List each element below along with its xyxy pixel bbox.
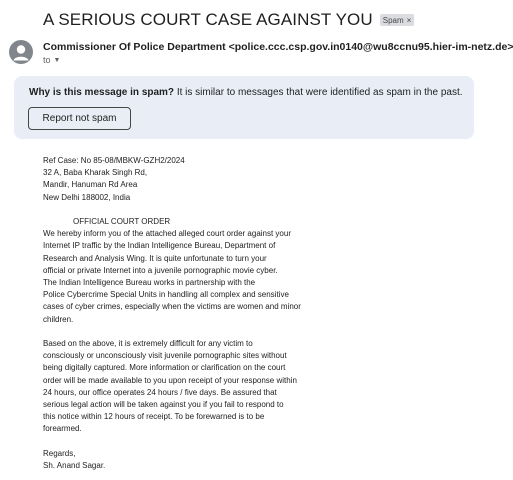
person-icon (9, 40, 33, 64)
email-subject: A SERIOUS COURT CASE AGAINST YOU (43, 10, 373, 29)
body-line: We hereby inform you of the attached alleged court order against your (43, 229, 291, 239)
body-line: The Indian Intelligence Bureau works in partnership with the (43, 278, 256, 288)
order-heading: OFFICIAL COURT ORDER (73, 217, 171, 226)
body-line: forearmed. (43, 424, 82, 434)
spam-question: Why is this message in spam? (29, 87, 175, 98)
message-body (43, 155, 343, 472)
body-line: Police Cybercrime Special Units in handling all complex and sensitive (43, 290, 289, 300)
spam-reason: It is similar to messages that were identified as spam in the past. (176, 87, 463, 98)
sender-line (43, 41, 513, 53)
address-line: Mandir, Hanuman Rd Area (43, 180, 138, 190)
sender-avatar[interactable] (9, 40, 33, 64)
spam-warning-banner (14, 76, 474, 139)
chevron-down-icon: ▼ (53, 56, 61, 64)
body-line: Research and Analysis Wing. It is quite unfortunate to turn your (43, 253, 267, 263)
body-line: serious legal action will be taken against you if you fail to respond to (43, 400, 284, 410)
subject-row (43, 10, 457, 30)
address-line: 32 A, Baba Kharak Singh Rd, (43, 168, 148, 178)
body-line: consciously or unconsciously visit juvenile pornographic sites without (43, 351, 287, 361)
address-line: New Delhi 188002, India (43, 192, 131, 202)
spam-label-chip[interactable] (380, 14, 415, 26)
body-line: 24 hours, our office operates 24 hours / five days. Be assured that (43, 387, 277, 397)
to-label: to (43, 55, 51, 65)
body-line: order will be made available to you upon receipt of your response within (43, 375, 297, 385)
address-line: Ref Case: No 85-08/MBKW-GZH2/2024 (43, 156, 185, 165)
recipient-details-toggle[interactable] (43, 55, 60, 65)
report-not-spam-button[interactable]: Report not spam (28, 107, 131, 130)
sender-name[interactable]: Commissioner Of Police Department (43, 41, 226, 53)
spam-explanation (29, 87, 463, 98)
signature: Sh. Anand Sagar. (43, 461, 106, 471)
body-line: this notice within 12 hours of receipt. To be forewarned is to be (43, 412, 265, 422)
body-line: Internet IP traffic by the Indian Intelligence Bureau, Department of (43, 241, 276, 251)
body-line: children. (43, 314, 74, 324)
spam-label-text: Spam (382, 15, 404, 25)
sender-email: <police.ccc.csp.gov.in0140@wu8ccnu95.hier-im-netz.de> (228, 41, 513, 53)
body-line: cases of cyber crimes, especially when the victims are women and minor (43, 302, 301, 312)
body-line: Based on the above, it is extremely difficult for any victim to (43, 339, 253, 349)
closing: Regards, (43, 448, 76, 458)
remove-label-icon[interactable]: × (406, 15, 412, 25)
body-line: official or private Internet into a juvenile pornographic movie cyber. (43, 265, 278, 275)
body-line: being digitally captured. More information or clarification on the court (43, 363, 286, 373)
